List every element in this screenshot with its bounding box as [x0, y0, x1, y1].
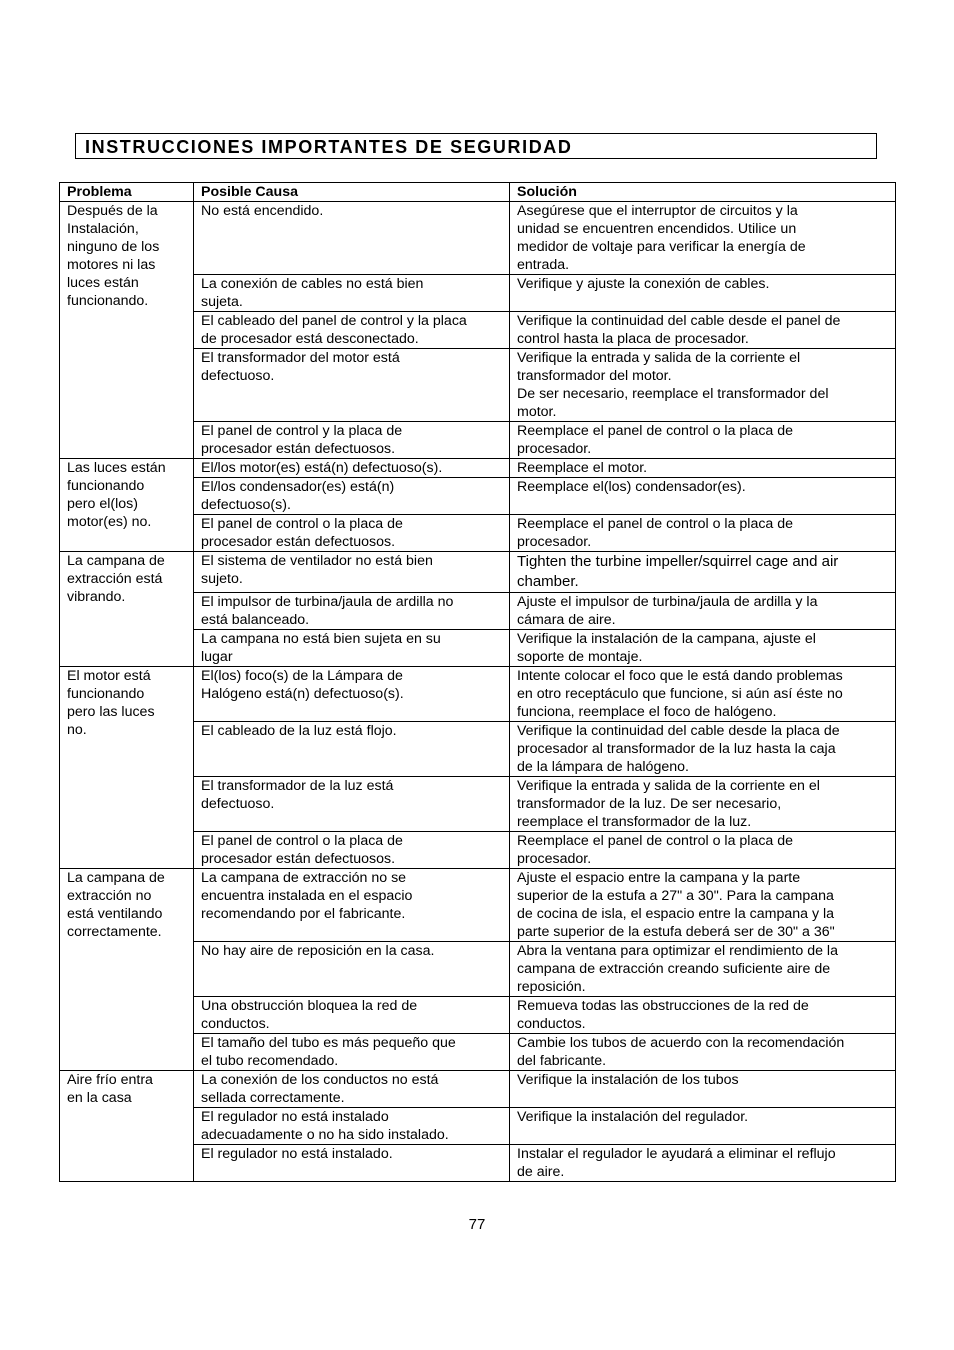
solution-cell: Cambie los tubos de acuerdo con la recomendación del fabricante. — [510, 1034, 896, 1071]
problem-cell: El motor está funcionando pero las luces no. — [60, 667, 194, 869]
table-body — [60, 202, 896, 1182]
solution-cell: Reemplace el(los) condensador(es). — [510, 478, 896, 515]
solution-cell: Intente colocar el foco que le está dando problemas en otro receptáculo que funcione, si aún así éste no funciona, reemplace el foco de halógeno. — [510, 667, 896, 722]
solution-cell: Reemplace el panel de control o la placa de procesador. — [510, 422, 896, 459]
cause-cell: El panel de control o la placa de procesador están defectuosos. — [194, 832, 510, 869]
troubleshooting-table — [59, 182, 896, 1182]
cause-cell: El regulador no está instalado adecuadamente o no ha sido instalado. — [194, 1108, 510, 1145]
cause-cell: La conexión de los conductos no está sellada correctamente. — [194, 1071, 510, 1108]
table-row — [60, 202, 896, 275]
solution-cell: Tighten the turbine impeller/squirrel cage and air chamber. — [510, 552, 896, 593]
solution-cell: Verifique la instalación de la campana, ajuste el soporte de montaje. — [510, 630, 896, 667]
cause-cell: El impulsor de turbina/jaula de ardilla no está balanceado. — [194, 593, 510, 630]
problem-cell: Aire frío entra en la casa — [60, 1071, 194, 1182]
problem-cell: Después de la Instalación, ninguno de los motores ni las luces están funcionando. — [60, 202, 194, 459]
cause-cell: La conexión de cables no está bien sujeta. — [194, 275, 510, 312]
column-header-problem: Problema — [60, 183, 194, 202]
solution-cell: Reemplace el motor. — [510, 459, 896, 478]
table-row — [60, 459, 896, 478]
solution-cell: Remueva todas las obstrucciones de la red de conductos. — [510, 997, 896, 1034]
cause-cell: La campana de extracción no se encuentra instalada en el espacio recomendando por el fabricante. — [194, 869, 510, 942]
solution-cell: Asegúrese que el interruptor de circuitos y la unidad se encuentren encendidos. Utilice un medidor de voltaje para verificar la energía de entrada. — [510, 202, 896, 275]
column-header-cause: Posible Causa — [194, 183, 510, 202]
solution-cell: Verifique la entrada y salida de la corriente el transformador del motor. De ser necesario, reemplace el transformador del motor. — [510, 349, 896, 422]
section-title-box — [75, 133, 877, 159]
problem-cell: La campana de extracción no está ventilando correctamente. — [60, 869, 194, 1071]
cause-cell: El regulador no está instalado. — [194, 1145, 510, 1182]
column-header-solution: Solución — [510, 183, 896, 202]
cause-cell: El transformador del motor está defectuoso. — [194, 349, 510, 422]
solution-cell: Verifique la instalación de los tubos — [510, 1071, 896, 1108]
table-row — [60, 552, 896, 593]
solution-cell: Verifique la continuidad del cable desde la placa de procesador al transformador de la luz hasta la caja de la lámpara de halógeno. — [510, 722, 896, 777]
cause-cell: El panel de control o la placa de procesador están defectuosos. — [194, 515, 510, 552]
solution-cell: Abra la ventana para optimizar el rendimiento de la campana de extracción creando suficiente aire de reposición. — [510, 942, 896, 997]
table-header-row — [60, 183, 896, 202]
solution-cell: Verifique la instalación del regulador. — [510, 1108, 896, 1145]
cause-cell: No está encendido. — [194, 202, 510, 275]
solution-cell: Verifique y ajuste la conexión de cables. — [510, 275, 896, 312]
table-row — [60, 667, 896, 722]
section-title: INSTRUCCIONES IMPORTANTES DE SEGURIDAD — [85, 137, 573, 157]
solution-cell: Verifique la entrada y salida de la corriente en el transformador de la luz. De ser necesario, reemplace el transformador de la luz. — [510, 777, 896, 832]
table-row — [60, 869, 896, 942]
solution-cell: Instalar el regulador le ayudará a eliminar el reflujo de aire. — [510, 1145, 896, 1182]
cause-cell: El/los motor(es) está(n) defectuoso(s). — [194, 459, 510, 478]
cause-cell: El cableado del panel de control y la placa de procesador está desconectado. — [194, 312, 510, 349]
solution-cell: Reemplace el panel de control o la placa de procesador. — [510, 832, 896, 869]
solution-cell: Ajuste el espacio entre la campana y la parte superior de la estufa a 27" a 30". Para la campana de cocina de isla, el espacio entre la campana y la parte superior de la estufa deberá ser de 30" a 36" — [510, 869, 896, 942]
page-number: 77 — [468, 1216, 486, 1233]
cause-cell: El cableado de la luz está flojo. — [194, 722, 510, 777]
problem-cell: La campana de extracción está vibrando. — [60, 552, 194, 667]
cause-cell: El sistema de ventilador no está bien sujeto. — [194, 552, 510, 593]
solution-cell: Ajuste el impulsor de turbina/jaula de ardilla y la cámara de aire. — [510, 593, 896, 630]
cause-cell: Una obstrucción bloquea la red de conductos. — [194, 997, 510, 1034]
table-row — [60, 1071, 896, 1108]
cause-cell: El/los condensador(es) está(n) defectuoso(s). — [194, 478, 510, 515]
cause-cell: El transformador de la luz está defectuoso. — [194, 777, 510, 832]
cause-cell: El panel de control y la placa de procesador están defectuosos. — [194, 422, 510, 459]
problem-cell: Las luces están funcionando pero el(los) motor(es) no. — [60, 459, 194, 552]
cause-cell: El(los) foco(s) de la Lámpara de Halógeno está(n) defectuoso(s). — [194, 667, 510, 722]
solution-cell: Reemplace el panel de control o la placa de procesador. — [510, 515, 896, 552]
solution-cell: Verifique la continuidad del cable desde el panel de control hasta la placa de procesador. — [510, 312, 896, 349]
cause-cell: La campana no está bien sujeta en su lugar — [194, 630, 510, 667]
cause-cell: No hay aire de reposición en la casa. — [194, 942, 510, 997]
cause-cell: El tamaño del tubo es más pequeño que el tubo recomendado. — [194, 1034, 510, 1071]
